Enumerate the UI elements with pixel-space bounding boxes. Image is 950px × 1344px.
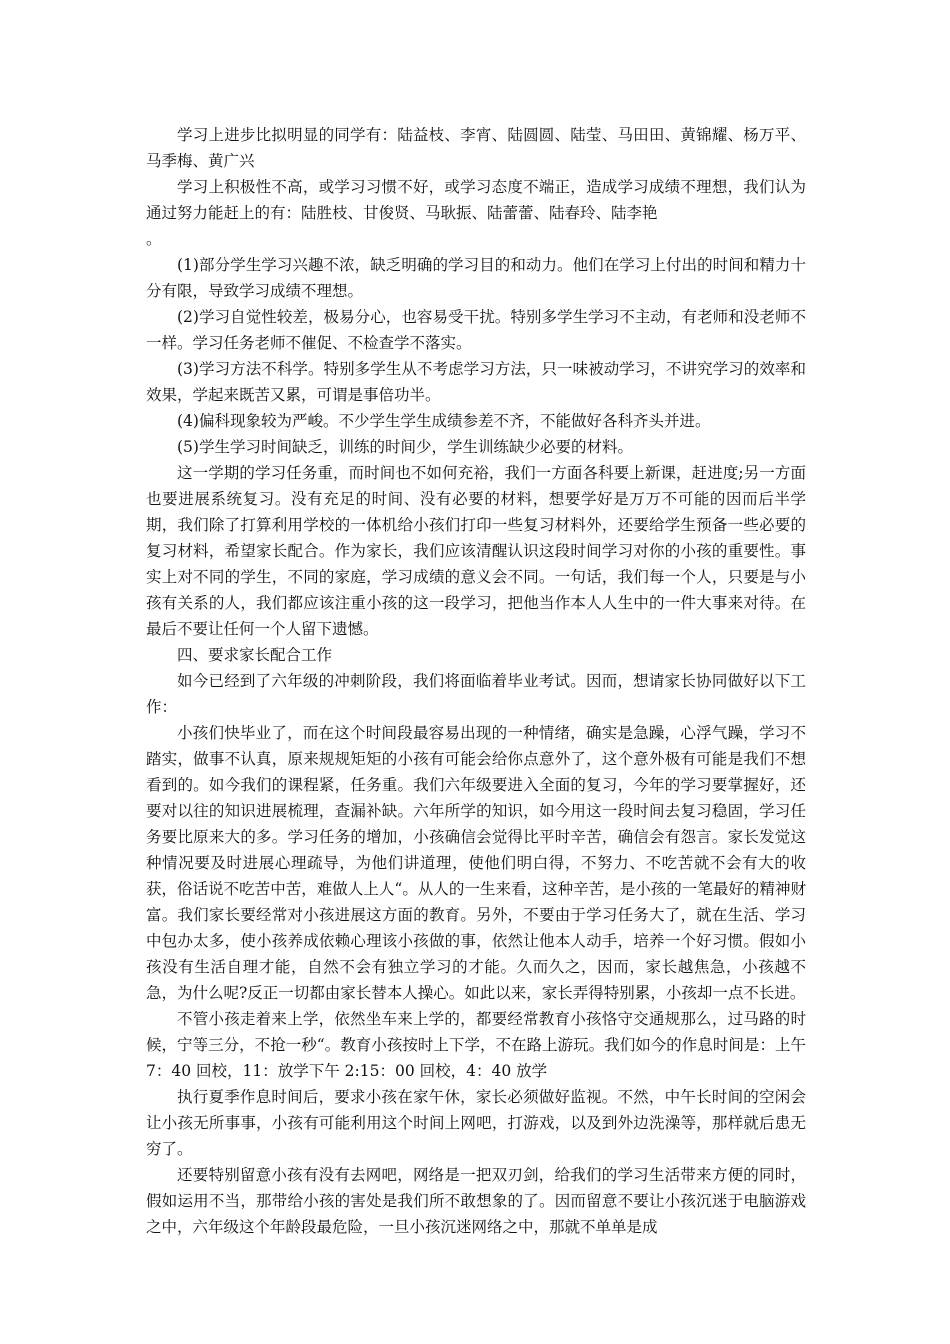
paragraph-issue-2: (2)学习自觉性较差，极易分心，也容易受干扰。特别多学生学习不主动，有老师和没老师不一样。学习任务老师不催促、不检查学不落实。 — [146, 308, 806, 352]
paragraph-issue-1: (1)部分学生学习兴趣不浓，缺乏明确的学习目的和动力。他们在学习上付出的时间和精力十分有限，导致学习成绩不理想。 — [146, 256, 806, 300]
paragraph-struggling-students: 学习上积极性不高，或学习习惯不好，或学习态度不端正，造成学习成绩不理想，我们认为通过努力能赶上的有：陆胜枝、甘俊贤、马耿振、陆蕾蕾、陆春玲、陆李艳 — [146, 178, 806, 222]
section-heading-parent-cooperation: 四、要求家长配合工作 — [177, 646, 333, 664]
paragraph-semester-plan: 这一学期的学习任务重，而时间也不如何充裕，我们一方面各科要上新课，赶进度;另一方面也要进展系统复习。没有充足的时间、没有必要的材料，想要学好是万万不可能的因而后半学期，我们除了打算利用学校的一体机给小孩们打印一些复习材料外，还要给学生预备一些必要的复习材料，希望家长配合。作为家长，我们应该清醒认识这段时间学习对你的小孩的重要性。事实上对不同的学生，不同的家庭，学习成绩的意义会不同。一句话，我们每一个人，只要是与小孩有关系的人，我们都应该注重小孩的这一段学习，把他当作本人人生中的一件大事来对待。在最后不要让任何一个人留下遗憾。 — [146, 464, 806, 638]
paragraph-stray-period: 。 — [146, 230, 162, 248]
paragraph-summer-schedule: 执行夏季作息时间后，要求小孩在家午休，家长必须做好监视。不然，中午长时间的空闲会让小孩无所事事，小孩有可能利用这个时间上网吧，打游戏，以及到外边洗澡等，那样就后患无穷了。 — [146, 1088, 806, 1158]
paragraph-traffic-safety: 不管小孩走着来上学，依然坐车来上学的，都要经常教育小孩恪守交通规那么，过马路的时候，宁等三分，不抢一秒“。教育小孩按时上下学，不在路上游玩。我们如今的作息时间是：上午 7：40 回校，11：放学下午 2:15：00 回校，4：40 放学 — [146, 1010, 811, 1080]
document-page — [146, 122, 811, 1240]
paragraph-emotional-guidance: 小孩们快毕业了，而在这个时间段最容易出现的一种情绪，确实是急躁，心浮气躁，学习不踏实，做事不认真，原来规规矩矩的小孩有可能会给你点意外了，这个意外极有可能是我们不想看到的。如今我们的课程紧，任务重。我们六年级要进入全面的复习，今年的学习要掌握好，还要对以往的知识进展梳理，查漏补缺。六年所学的知识，如今用这一段时间去复习稳固，学习任务要比原来大的多。学习任务的增加，小孩确信会觉得比平时辛苦，确信会有怨言。家长发觉这种情况要及时进展心理疏导，为他们讲道理，使他们明白得，不努力、不吃苦就不会有大的收获，俗话说不吃苦中苦，难做人上人“。从人的一生来看，这种辛苦，是小孩的一笔最好的精神财富。我们家长要经常对小孩进展这方面的教育。另外，不要由于学习任务大了，就在生活、学习中包办太多，使小孩养成依赖心理该小孩做的事，依然让他本人动手，培养一个好习惯。假如小孩没有生活自理才能，自然不会有独立学习的才能。久而久之，因而，家长越焦急，小孩越不急，为什么呢?反正一切都由家长替本人操心。如此以来，家长弄得特别累，小孩却一点不长进。 — [146, 724, 806, 1002]
paragraph-issue-5: (5)学生学习时间缺乏，训练的时间少，学生训练缺少必要的材料。 — [177, 438, 633, 456]
paragraph-progress-students: 学习上进步比拟明显的同学有：陆益枝、李宵、陆圆圆、陆莹、马田田、黄锦耀、杨万平、马季梅、黄广兴 — [146, 126, 806, 170]
paragraph-issue-3: (3)学习方法不科学。特别多学生从不考虑学习方法，只一味被动学习，不讲究学习的效率和效果，学起来既苦又累，可谓是事倍功半。 — [146, 360, 806, 404]
paragraph-graduation-intro: 如今已经到了六年级的冲刺阶段，我们将面临着毕业考试。因而，想请家长协同做好以下工作： — [146, 672, 806, 716]
paragraph-internet-cafe: 还要特别留意小孩有没有去网吧，网络是一把双刃剑，给我们的学习生活带来方便的同时，假如运用不当，那带给小孩的害处是我们所不敢想象的了。因而留意不要让小孩沉迷于电脑游戏之中，六年级这个年龄段最危险，一旦小孩沉迷网络之中，那就不单单是成 — [146, 1166, 806, 1236]
paragraph-issue-4: (4)偏科现象较为严峻。不少学生学生成绩参差不齐，不能做好各科齐头并进。 — [177, 412, 711, 430]
